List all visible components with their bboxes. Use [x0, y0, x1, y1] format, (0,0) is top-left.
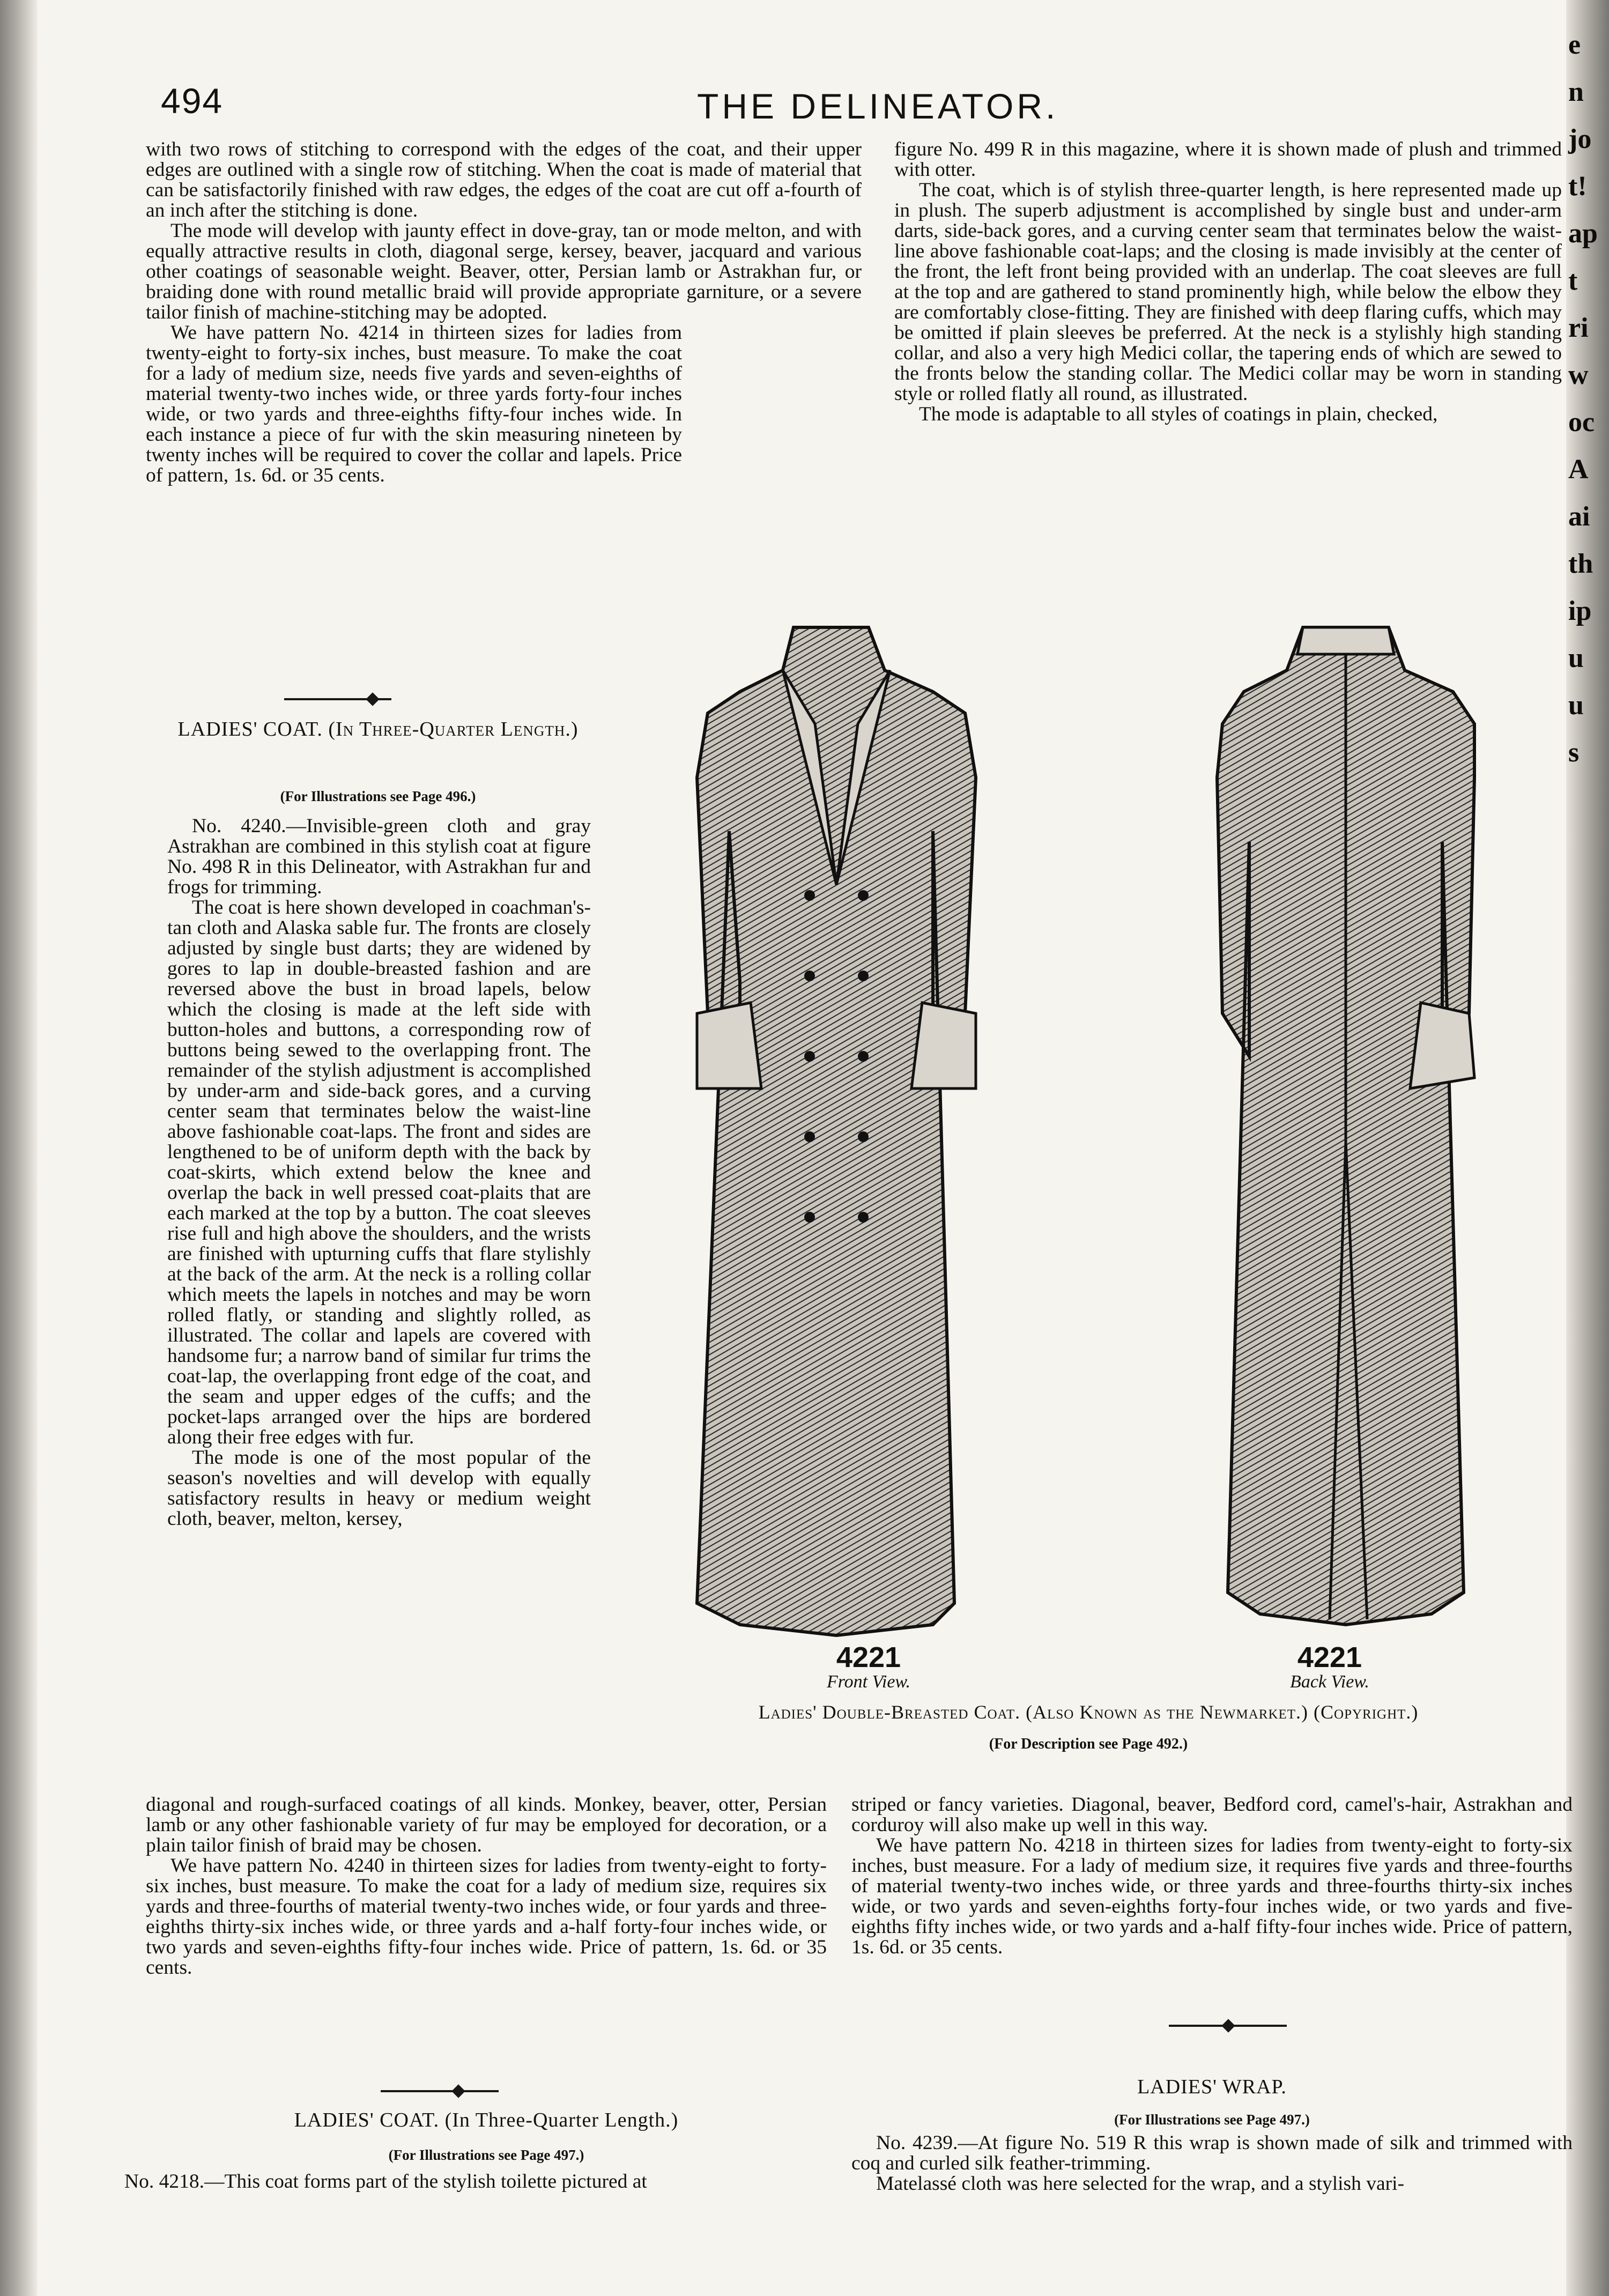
paragraph: diagonal and rough-surfaced coatings of all kinds. Monkey, beaver, otter, Persian lamb or any other fashionable variety of fur may be employed for decoration, or a plain tailor finish of braid may be chosen.: [146, 1794, 827, 1856]
edge-fragment: u: [1568, 690, 1584, 721]
rule-ornament: [366, 692, 379, 706]
paragraph: The mode is adaptable to all styles of coatings in plain, checked,: [919, 403, 1438, 425]
adjacent-page-fragments: [1568, 21, 1606, 776]
edge-fragment: t!: [1568, 171, 1587, 202]
paragraph: We have pattern No. 4240 in thirteen sizes for ladies from twenty-eight to forty-six inches, bust measure. To make the coat for a lady of medium size, requires six yards and three-fourths of material twenty-two inches wide, or four yards and three-eighths thirty-six inches wide, or three yards and a-half forty-four inches wide, or two yards and seven-eighths fifty-four inches wide. Price of pattern, 1s. 6d. or 35 cents.: [146, 1855, 827, 1979]
article-4218-see: (For Illustrations see Page 497.): [388, 2147, 584, 2163]
paragraph: No. 4239.—At figure No. 519 R this wrap is shown made of silk and trimmed with coq and curled silk feather-trimming.: [851, 2132, 1573, 2174]
coat-back-view-illustration: [1153, 606, 1539, 1635]
edge-fragment: ap: [1568, 218, 1598, 249]
paragraph: The mode is one of the most popular of the season's novelties and will develop with equally satisfactory results in heavy or medium weight cloth, beaver, melton, kersey,: [167, 1447, 591, 1530]
heading-paren: (In Three-Quarter Length.): [328, 718, 579, 740]
plate-see-page: (For Description see Page 492.): [989, 1736, 1188, 1752]
coat-front-view-illustration: [633, 606, 1040, 1657]
paragraph: striped or fancy varieties. Diagonal, beaver, Bedford cord, camel's-hair, Astrakhan and corduroy will also make up well in this way.: [851, 1794, 1573, 1836]
page-number: 494: [161, 81, 224, 121]
edge-fragment: s: [1568, 737, 1580, 768]
right-cuff: [911, 1003, 976, 1088]
back-view-number: 4221: [1297, 1641, 1362, 1673]
edge-fragment: A: [1568, 454, 1589, 485]
article-4218-heading: LADIES' COAT. (In Three-Quarter Length.): [294, 2109, 679, 2131]
front-view-number: 4221: [836, 1641, 901, 1673]
article-4240-text: [167, 816, 591, 1529]
edge-fragment: ai: [1568, 501, 1590, 532]
paragraph: No. 4218.—This coat forms part of the stylish toilette pictured at: [124, 2171, 647, 2193]
edge-fragment: jo: [1568, 124, 1592, 154]
back-collar: [1297, 627, 1394, 654]
paragraph: The coat, which is of stylish three-quarter length, is here represented made up in plush. The superb adjustment is accomplished by single bust and under-arm darts, side-back gores, and a curving center seam that terminates below the waist-line above fashionable coat-laps; and the closing is made invisibly at the center of the front, the left front being provided with an underlap. The coat sleeves are full at the top and are gathered to stand prominently high, while below the elbow they are comfortably close-fitting. They are finished with deep flaring cuffs, which may be omitted if plain sleeves be preferred. At the neck is a stylishly high standing collar, and also a very high Medici collar, the tapering ends of which are sewed to the fronts below the standing collar. The Medici collar may be worn in standing style or rolled flatly all round, as illustrated.: [894, 179, 1562, 405]
edge-fragment: u: [1568, 643, 1584, 673]
article-4239-text: [851, 2133, 1573, 2194]
edge-fragment: oc: [1568, 407, 1595, 438]
back-cuff: [1410, 1003, 1474, 1088]
section-rule: [381, 2090, 499, 2092]
paragraph: We have pattern No. 4218 in thirteen sizes for ladies from twenty-eight to forty-six inches, bust measure. For a lady of medium size, it requires five yards and three-fourths of material twenty-two inches wide, or three yards and three-fourths thirty-six inches wide, or two yards and seven-eighths forty-four inches wide, or two yards and five-eighths fifty inches wide, or two yards and a-half fifty-four inches wide. Price of pattern, 1s. 6d. or 35 cents.: [851, 1834, 1573, 1958]
article-4240-see: (For Illustrations see Page 496.): [280, 788, 476, 804]
back-view-label: Back View.: [1290, 1672, 1369, 1692]
article-4240-heading: [150, 717, 606, 741]
paragraph: The coat is here shown developed in coachman's-tan cloth and Alaska sable fur. The fronts are closely adjusted by single bust darts; they are widened by gores to lap in double-breasted fashion and are reversed above the bust in broad lapels, below which the closing is made at the left side with button-holes and buttons, a corresponding row of buttons being sewed to the overlapping front. The remainder of the stylish adjustment is accomplished by under-arm and side-back gores, and a curving center seam that terminates below the waist-line above fashionable coat-laps. The front and sides are lengthened to be of uniform depth with the back by coat-skirts, which extend below the knee and overlap the back in well pressed coat-plaits that are each marked at the top by a button. The coat sleeves rise full and high above the shoulders, and the wrists are finished with upturning cuffs that flare stylishly at the back of the arm. At the neck is a rolling collar which meets the lapels in notches and may be worn rolled flatly, or standing and slightly rolled, as illustrated. The collar and lapels are covered with handsome fur; a narrow band of similar fur trims the coat-lap, the overlapping front edge of the coat, and the seam and upper edges of the cuffs; and the pocket-laps arranged over the hips are bordered along their free edges with fur.: [167, 897, 591, 1448]
paragraph: Matelassé cloth was here selected for the wrap, and a stylish vari-: [876, 2173, 1405, 2195]
paragraph: No. 4240.—Invisible-green cloth and gray Astrakhan are combined in this stylish coat at figure No. 498 R in this Delineator, with Astrakhan fur and frogs for trimming.: [167, 815, 591, 898]
col2-top-text: [894, 139, 1562, 425]
edge-fragment: n: [1568, 77, 1584, 107]
paragraph: figure No. 499 R in this magazine, where it is shown made of plush and trimmed with otter.: [894, 138, 1562, 181]
rule-ornament: [451, 2084, 465, 2098]
edge-fragment: th: [1568, 549, 1593, 579]
col1-top-text: [146, 139, 862, 486]
edge-fragment: t: [1568, 265, 1578, 296]
col1-bottom-text: [146, 1795, 827, 1978]
article-4239-heading: LADIES' WRAP.: [1137, 2076, 1287, 2098]
paragraph: We have pattern No. 4214 in thirteen sizes for ladies from twenty-eight to forty-six inches, bust measure. To make the coat for a lady of medium size, needs five yards and seven-eighths of material twenty-two inches wide, or three yards forty-four inches wide, or two yards and three-eighths fifty-four inches wide. In each instance a piece of fur with the skin measuring nineteen by twenty inches will be required to cover the collar and lapels. Price of pattern, 1s. 6d. or 35 cents.: [146, 322, 682, 486]
edge-fragment: e: [1568, 29, 1581, 60]
left-binding-shadow: [0, 0, 38, 2296]
paragraph: with two rows of stitching to correspond with the edges of the coat, and their upper edges are outlined with a single row of stitching. When the coat is made of material that can be satisfactorily finished with raw edges, the edges of the coat are cut off a-fourth of an inch after the stitching is done.: [146, 138, 862, 221]
article-4218-text: [124, 2172, 827, 2192]
left-cuff: [697, 1003, 761, 1088]
edge-fragment: ip: [1568, 596, 1592, 626]
heading-main: LADIES' COAT.: [177, 718, 323, 740]
plate-caption: Ladies' Double-Breasted Coat. (Also Known as the Newmarket.) (Copyright.): [758, 1701, 1419, 1723]
running-title: THE DELINEATOR.: [697, 86, 1059, 126]
rule-ornament: [1221, 2019, 1235, 2032]
front-view-label: Front View.: [826, 1672, 911, 1692]
edge-fragment: w: [1568, 360, 1589, 390]
edge-fragment: ri: [1568, 313, 1589, 343]
article-4239-see: (For Illustrations see Page 497.): [1114, 2112, 1310, 2128]
coat-body: [697, 627, 976, 1635]
paragraph: The mode will develop with jaunty effect in dove-gray, tan or mode melton, and with equally attractive results in cloth, diagonal serge, kersey, beaver, jacquard and various other coatings of seasonable weight. Beaver, otter, Persian lamb or Astrakhan fur, or braiding done with round metallic braid will provide appropriate garniture, or a severe tailor finish of machine-stitching may be adopted.: [146, 220, 862, 323]
col2-bottom-text: [851, 1795, 1573, 1958]
